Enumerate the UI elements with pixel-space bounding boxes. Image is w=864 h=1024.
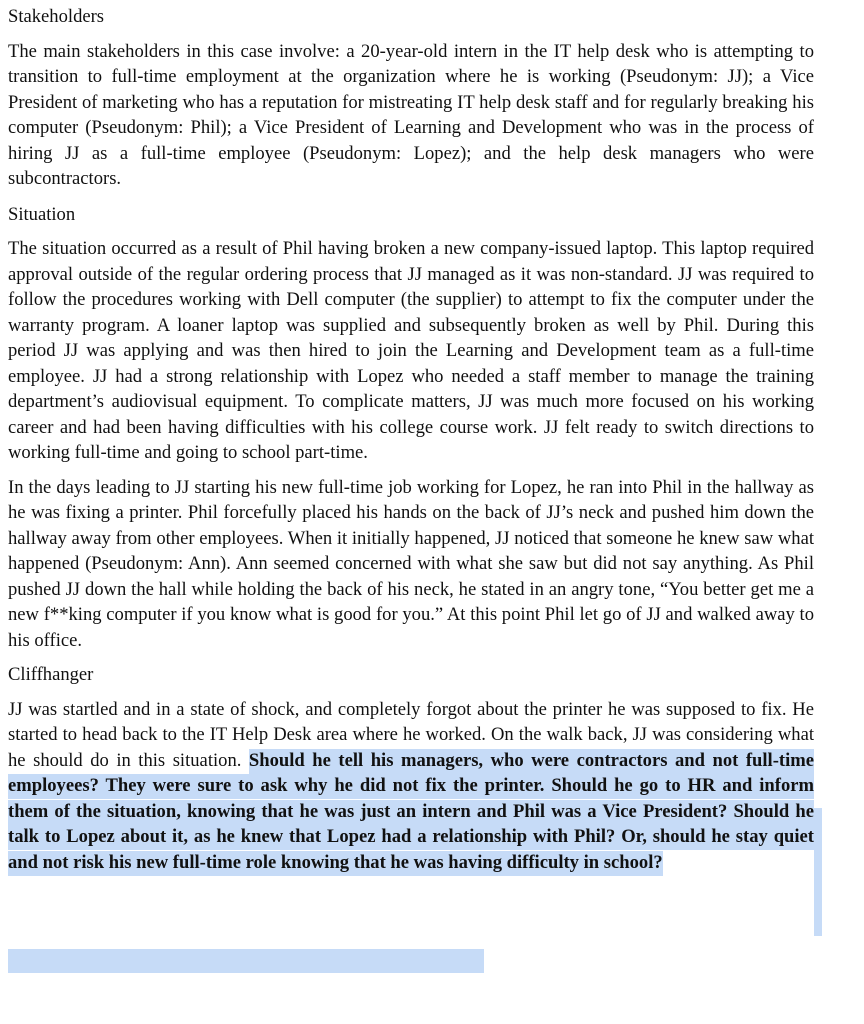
selected-text-highlight[interactable]: Should he tell his managers, who were contractors and not full-time employees? They were sure to ask why he did not fix the printer. Should he go to HR and inform them of the situation, knowing that he was just an intern and Phil was a Vice President? Should he talk to Lopez about it, as he knew that Lopez had a relationship with Phil? Or, should he stay quiet and not risk his new full-time role knowing that he was having difficulty in school?	[8, 749, 814, 876]
document-page	[8, 4, 814, 884]
selection-highlight-tail	[8, 949, 484, 973]
section-heading-stakeholders: Stakeholders	[8, 6, 105, 27]
section-heading-situation: Situation	[8, 203, 76, 225]
cliffhanger-paragraph	[8, 697, 814, 876]
selection-highlight-edge	[814, 808, 822, 936]
situation-paragraph-1: The situation occurred as a result of Phil having broken a new company-issued laptop. This laptop required approval outside of the regular ordering process that JJ managed as it was non-standard. JJ was required to follow the procedures working with Dell computer (the supplier) to attempt to fix the computer under the warranty program. A loaner laptop was supplied and subsequently broken as well by Phil. During this period JJ was applying and was then hired to join the Learning and Development team as a full-time employee. JJ had a strong relationship with Lopez who needed a staff member to manage the training department’s audiovisual equipment. To complicate matters, JJ was much more focused on his working career and had been having difficulties with his college course work. JJ felt ready to switch directions to working full-time and going to school part-time.	[8, 238, 814, 463]
stakeholders-paragraph: The main stakeholders in this case involve: a 20-year-old intern in the IT help desk who is attempting to transition to full-time employment at the organization where he is working (Pseudonym: JJ); a Vice President of marketing who has a reputation for mistreating IT help desk staff and for regularly breaking his computer (Pseudonym: Phil); a Vice President of Learning and Development who was in the process of hiring JJ as a full-time employee (Pseudonym: Lopez); and the help desk managers who were subcontractors.	[8, 40, 814, 189]
situation-paragraph-2: In the days leading to JJ starting his new full-time job working for Lopez, he ran into Phil in the hallway as he was fixing a printer. Phil forcefully placed his hands on the back of JJ’s neck and pushed him down the hallway away from other employees. When it initially happened, JJ noticed that someone he knew saw what happened (Pseudonym: Ann). Ann seemed concerned with what she saw but did not say anything. As Phil pushed JJ down the hall while holding the back of his neck, he stated in an angry tone, “You better get me a new f**king computer if you know what is good for you.” At this point Phil let go of JJ and walked away to his office.	[8, 476, 814, 651]
cliffhanger-text: JJ was startled and in a state of shock, and completely forgot about the printer he was supposed to fix. He started to head back to the IT Help Desk area where he worked. On the walk back, JJ was considering what he should do in this situation.	[8, 698, 814, 771]
section-heading-cliffhanger: Cliffhanger	[8, 664, 94, 685]
